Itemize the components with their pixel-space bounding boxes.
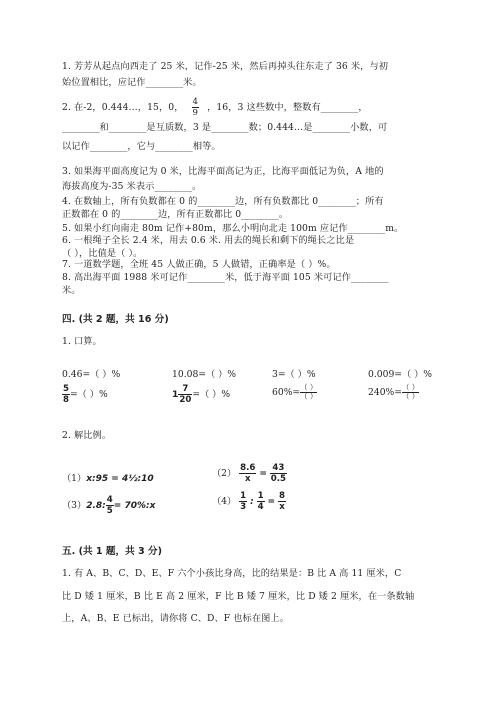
ratio-4-c-denominator: x (279, 502, 285, 512)
s5-q1-text: 1. 有 A、B、C、D、E、F 六个小孩比身高，比的结果是：B 比 A 高 11 厘米，C (62, 568, 402, 579)
ratio-3-head: 2.8: (86, 501, 106, 511)
q2-text-a: 2. 在-2，0.444…，15，0， (62, 102, 184, 113)
ratio-2-left-numerator: 8.6 (240, 463, 256, 473)
ratio-4-equals: = (267, 497, 276, 507)
ratio-2-left-denominator: x (245, 474, 251, 484)
calc-item-1: 0.46=（ ）% (62, 369, 121, 380)
q2-fraction (192, 97, 200, 118)
ratio-problem-1 (62, 470, 154, 484)
ratio-2-right-fraction (270, 463, 287, 484)
calc-item-5 (62, 384, 108, 405)
calc-item-8-head: 240%= (368, 387, 402, 398)
ratio-4-fraction-a (239, 491, 247, 512)
ratio-3-tail: = 70%:x (113, 501, 156, 511)
q1-text: 1. 芳芳从起点向西走了 25 米，记作-25 米，然后再掉头往东走了 36 米，与初 (62, 61, 389, 72)
q3-text: 3. 如果海平面高度记为 0 米，比海平面高记为正，比海平面低记为负，A 地的 (62, 166, 384, 177)
calc-item-8 (368, 384, 419, 401)
ratio-3-fraction (106, 495, 114, 516)
q4-text: 4. 在数轴上，所有负数都在 0 的________边，所有负数都比 0________；所有 (62, 196, 384, 207)
calc-item-4: 0.009=（ ）% (368, 369, 433, 380)
q8-text-cont: 米。 (62, 285, 81, 296)
ratio-problem-3 (62, 495, 155, 516)
q7-text: 7. 一道数学题，全班 45 人做正确，5 人做错，正确率是（ ）%。 (62, 259, 336, 270)
calc-item-5-fraction (62, 384, 70, 405)
s5-q1-text-cont2: 上，A、B、E 已标出，请你将 C、D、F 也标在图上。 (62, 613, 289, 624)
calc-item-8-numerator: （ ） (401, 383, 420, 392)
solve-ratio-label: 2. 解比例。 (62, 430, 112, 441)
q4-text-cont: 正数都在 0 的________边，所有正数都比 0________。 (62, 209, 289, 220)
calc-item-7-numerator: （ ） (300, 383, 318, 392)
section5-title: 五. (共 1 题，共 3 分) (62, 546, 163, 557)
calc-item-8-fraction (402, 384, 419, 401)
calc-item-5-numerator: 5 (63, 384, 69, 394)
ratio-4-fraction-b (257, 491, 265, 512)
q6-text-cont: （ ），比值是（ ）。 (62, 248, 143, 259)
ratio-2-equals: = (259, 469, 267, 479)
calc-item-6-denominator: 20 (179, 395, 192, 405)
calc-item-6 (172, 384, 230, 405)
s5-q1-text-cont1: 比 D 矮 1 厘米，B 比 E 高 2 厘米，F 比 B 矮 7 厘米，比 D 矮 2 厘米，在一条数轴 (62, 591, 415, 602)
ratio-problem-4 (212, 491, 286, 512)
ratio-1-expr: x:95 = 4½:10 (86, 474, 154, 484)
q2-text-b: ，16，3 这些数中，整数有________， (207, 102, 368, 113)
section4-title: 四. (共 2 题，共 16 分) (62, 314, 169, 325)
ratio-3-tag: （3） (62, 500, 87, 511)
ratio-4-a-numerator: 1 (240, 491, 247, 501)
ratio-2-right-denominator: 0.5 (270, 474, 287, 484)
calc-item-2: 10.08=（ ）% (172, 369, 237, 380)
q2-text (62, 97, 368, 118)
ratio-3-numerator: 4 (106, 495, 113, 505)
ratio-2-right-numerator: 43 (270, 463, 287, 474)
q2-text-cont2: 以记作________，它与________相等。 (62, 141, 221, 152)
ratio-2-left-fraction (239, 463, 256, 484)
ratio-4-a-denominator: 3 (240, 502, 247, 512)
calc-item-7-fraction (300, 384, 317, 401)
ratio-4-b-denominator: 4 (257, 502, 264, 512)
ratio-4-fraction-c (278, 491, 286, 512)
ratio-4-colon: : (250, 497, 254, 507)
calc-item-5-tail: =（ ）% (69, 389, 108, 400)
mental-calc-label: 1. 口算。 (62, 336, 102, 347)
calc-item-6-fraction (178, 384, 192, 405)
calc-item-6-tail: =（ ）% (192, 389, 231, 400)
q8-text: 8. 高出海平面 1988 米可记作________米，低于海平面 105 米可记作________ (62, 272, 389, 283)
calc-item-7 (272, 384, 317, 401)
q2-fraction-denominator: 9 (192, 108, 199, 118)
calc-item-8-denominator: （ ） (401, 392, 420, 401)
ratio-4-c-numerator: 8 (278, 491, 285, 501)
q2-fraction-numerator: 4 (192, 97, 199, 107)
calc-item-7-denominator: （ ） (300, 392, 318, 401)
ratio-1-tag: （1） (62, 473, 87, 484)
ratio-4-tag: （4） (212, 496, 237, 507)
calc-item-5-denominator: 8 (63, 395, 69, 405)
ratio-2-tag: （2） (212, 468, 237, 479)
calc-item-6-numerator: 7 (178, 384, 192, 395)
ratio-3-denominator: 5 (106, 506, 113, 516)
q5-text: 5. 如果小红向南走 80m 记作+80m，那么小明向北走 100m 应记作________m。 (62, 223, 404, 234)
q6-text: 6. 一根绳子全长 2.4 米，用去 0.6 米. 用去的绳长和剩下的绳长之比是 (62, 235, 355, 246)
calc-item-3: 3=（ ）% (272, 369, 316, 380)
ratio-4-b-numerator: 1 (257, 491, 264, 501)
q1-text-cont: 始位置相比，应记作________米。 (62, 77, 202, 88)
q2-text-cont1: ________和________是互质数，3 是________数；0.444…是________小数，可 (62, 122, 388, 133)
ratio-problem-2 (212, 463, 287, 484)
q3-text-cont: 海拔高度为-35 米表示________。 (62, 181, 202, 192)
calc-item-6-whole: 1 (172, 389, 179, 400)
calc-item-7-head: 60%= (272, 387, 301, 398)
